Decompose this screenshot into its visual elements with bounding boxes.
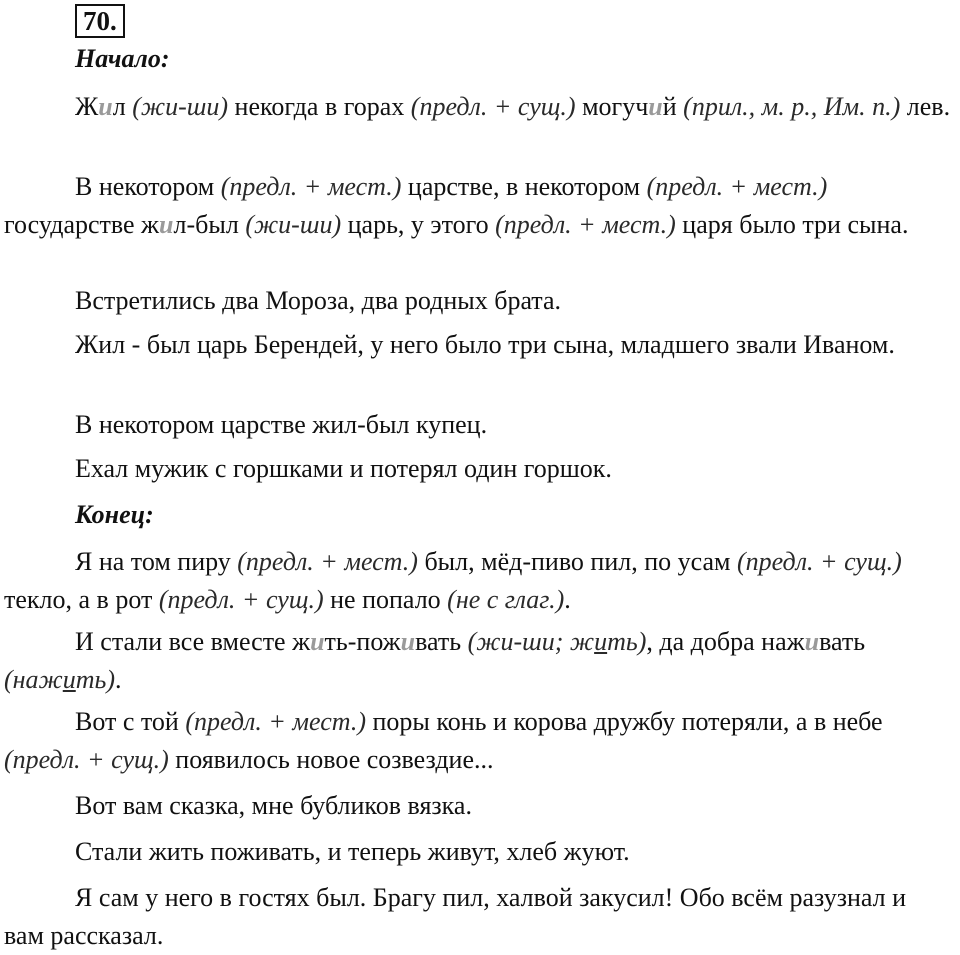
text-segment: и xyxy=(648,92,663,121)
text-segment: (предл. + мест.) xyxy=(237,547,418,576)
paragraph-7 xyxy=(4,543,952,619)
text-segment: некогда в горах xyxy=(228,92,411,121)
text-segment: (предл. + мест.) xyxy=(495,210,676,239)
text-segment: вать xyxy=(415,627,468,656)
text-segment: был, мёд-пиво пил, по усам xyxy=(417,547,737,576)
text-segment: царь, у этого xyxy=(341,210,496,239)
text-segment: (предл. + мест.) xyxy=(220,172,402,201)
text-segment: ть) xyxy=(75,665,116,694)
text-segment: и xyxy=(159,210,174,239)
paragraph-11: Стали жить поживать, и теперь живут, хлеб жуют. xyxy=(75,837,630,866)
text-segment: и xyxy=(804,627,820,656)
text-segment: и xyxy=(400,627,416,656)
paragraph-10: Вот вам сказка, мне бубликов вязка. xyxy=(75,791,472,820)
text-segment: (предл. + сущ.) xyxy=(410,92,576,121)
text-segment: могуч xyxy=(575,92,649,121)
text-segment: государстве ж xyxy=(4,210,160,239)
text-segment: появилось новое созвездие... xyxy=(168,745,494,774)
text-segment: . xyxy=(115,665,122,694)
text-segment: (предл. + сущ.) xyxy=(158,585,324,614)
text-segment: (жи-ши) xyxy=(245,210,342,239)
text-segment: Я на том пиру xyxy=(75,547,238,576)
text-segment: . xyxy=(564,585,571,614)
text-segment: л-был xyxy=(173,210,246,239)
exercise-number: 70. xyxy=(75,4,125,38)
paragraph-3: Встретились два Мороза, два родных брата. xyxy=(75,286,562,315)
text-segment: (жи-ши; ж xyxy=(467,627,595,656)
end-heading: Конец: xyxy=(75,500,154,529)
text-segment: В некотором xyxy=(75,172,221,201)
paragraph-8 xyxy=(4,623,952,699)
text-segment: поры конь и корова дружбу потеряли, а в небе xyxy=(366,707,883,736)
text-segment: текло, а в рот xyxy=(4,585,159,614)
text-segment: И стали все вместе ж xyxy=(75,627,311,656)
text-segment: , да добра наж xyxy=(646,627,805,656)
text-segment: не попало xyxy=(323,585,448,614)
text-segment: (предл. + мест.) xyxy=(185,707,367,736)
text-segment: царстве, в некотором xyxy=(401,172,647,201)
text-segment: (наж xyxy=(4,665,63,694)
text-segment: ть) xyxy=(607,627,647,656)
text-segment: й xyxy=(662,92,684,121)
paragraph-1 xyxy=(4,88,952,126)
start-heading: Начало: xyxy=(75,44,170,73)
paragraph-9 xyxy=(4,703,952,779)
paragraph-2 xyxy=(4,168,952,244)
text-segment: лев. xyxy=(900,92,951,121)
text-segment: и xyxy=(98,92,113,121)
text-segment: (не с глаг.) xyxy=(447,585,565,614)
text-segment: (предл. + мест.) xyxy=(646,172,828,201)
text-segment: (предл. + сущ.) xyxy=(4,745,169,774)
text-segment: Ж xyxy=(75,92,99,121)
text-segment: и xyxy=(594,627,608,656)
paragraph-12: Я сам у него в гостях был. Брагу пил, халвой закусил! Обо всём разузнал и вам рассказал. xyxy=(4,883,907,950)
text-segment: (жи-ши) xyxy=(132,92,229,121)
text-segment: и xyxy=(62,665,76,694)
text-segment: вать xyxy=(819,627,866,656)
text-segment: ть-пож xyxy=(324,627,401,656)
paragraph-5: В некотором царстве жил-был купец. xyxy=(75,410,488,439)
text-segment: (предл. + сущ.) xyxy=(736,547,902,576)
paragraph-6: Ехал мужик с горшками и потерял один горшок. xyxy=(75,454,612,483)
text-segment: Вот с той xyxy=(75,707,186,736)
text-segment: царя было три сына. xyxy=(675,210,909,239)
text-segment: (прил., м. р., Им. п.) xyxy=(683,92,901,121)
paragraph-4: Жил - был царь Берендей, у него было три сына, младшего звали Иваном. xyxy=(75,330,895,359)
text-segment: л xyxy=(112,92,133,121)
text-segment: и xyxy=(310,627,325,656)
